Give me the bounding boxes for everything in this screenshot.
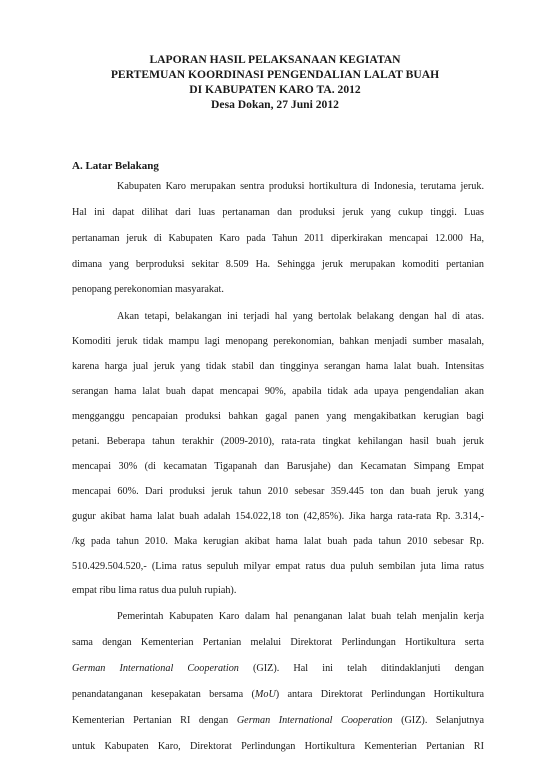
paragraph-3-line: Pemerintah Kabupaten Karo dalam hal penanganan lalat buah telah menjalin kerja (117, 611, 484, 622)
paragraph-3-line: untuk Kabupaten Karo, Direktorat Perlindungan Hortikultura Kementerian Pertanian RI (72, 741, 484, 752)
paragraph-3-line: sama dengan Kementerian Pertanian melalui Direktorat Perlindungan Hortikultura serta (72, 637, 484, 648)
paragraph-2-line: empat ribu lima ratus dua puluh rupiah). (72, 585, 237, 596)
title-line-1: LAPORAN HASIL PELAKSANAAN KEGIATAN (149, 53, 401, 66)
paragraph-2-line: 510.429.504.520,- (Lima ratus sepuluh milyar empat ratus dua puluh sembilan juta lima ratus (72, 561, 484, 572)
paragraph-1-line: dimana yang berproduksi sekitar 8.509 Ha. Sehingga jeruk merupakan komoditi pertanian (72, 259, 484, 270)
paragraph-2-line: serangan hama lalat buah dapat mencapai 90%, apabila tidak ada upaya pengendalian akan (72, 386, 484, 397)
title-line-3: DI KABUPATEN KARO TA. 2012 (189, 83, 361, 96)
text-segment: ) antara Direktorat Perlindungan Hortikultura (275, 689, 484, 700)
mou-abbreviation: MoU (254, 689, 276, 700)
text-segment: penandatanganan kesepakatan bersama ( (72, 689, 255, 700)
paragraph-2-line: karena harga jual jeruk yang tidak stabil dan tingginya serangan hama lalat buah. Intensitas (72, 361, 484, 372)
paragraph-2-line: gugur akibat hama lalat buah adalah 154.022,18 ton (42,85%). Jika harga rata-rata Rp. 3.314,- (72, 511, 484, 522)
text-segment: Kementerian Pertanian RI dengan (72, 715, 237, 726)
paragraph-3-line (72, 662, 484, 676)
text-segment: (GIZ). Selanjutnya (392, 715, 484, 726)
paragraph-3-line (72, 714, 484, 728)
organization-name: German International Cooperation (72, 663, 239, 674)
text-segment: (GIZ). Hal ini telah ditindaklanjuti dengan (238, 663, 484, 674)
section-heading: A. Latar Belakang (72, 160, 159, 172)
paragraph-2-line: petani. Beberapa tahun terakhir (2009-2010), rata-rata tingkat kehilangan hasil buah jeruk (72, 436, 484, 447)
paragraph-1-line: pertanaman jeruk di Kabupaten Karo pada Tahun 2011 diperkirakan mencapai 12.000 Ha, (72, 233, 484, 244)
paragraph-3-line (72, 688, 484, 702)
paragraph-2-line: Komoditi jeruk tidak mampu lagi menopang perekonomian, bahkan menjadi sumber masalah, (72, 336, 484, 347)
organization-name: German International Cooperation (236, 715, 393, 726)
title-line-2: PERTEMUAN KOORDINASI PENGENDALIAN LALAT BUAH (110, 68, 440, 81)
paragraph-2-line: mencapai 60%. Dari produksi jeruk tahun 2010 sebesar 359.445 ton dan buah jeruk yang (72, 486, 484, 497)
paragraph-1-line: penopang perekonomian masyarakat. (72, 284, 224, 295)
title-date-location: Desa Dokan, 27 Juni 2012 (211, 98, 339, 111)
paragraph-2-line: Akan tetapi, belakangan ini terjadi hal yang bertolak belakang dengan hal di atas. (117, 311, 484, 322)
paragraph-1-line: Kabupaten Karo merupakan sentra produksi hortikultura di Indonesia, terutama jeruk. (117, 181, 484, 192)
paragraph-1-line: Hal ini dapat dilihat dari luas pertanaman dan produksi jeruk yang cukup tinggi. Luas (72, 207, 484, 218)
paragraph-2-line: /kg pada tahun 2010. Maka kerugian akibat hama lalat buah pada tahun 2010 sebesar Rp. (72, 536, 484, 547)
paragraph-2-line: mengganggu pencapaian produksi bahkan gagal panen yang mengakibatkan kerugian bagi (72, 411, 484, 422)
report-title (0, 52, 550, 112)
paragraph-2-line: mencapai 30% (di kecamatan Tigapanah dan Barusjahe) dan Kecamatan Simpang Empat (72, 461, 484, 472)
